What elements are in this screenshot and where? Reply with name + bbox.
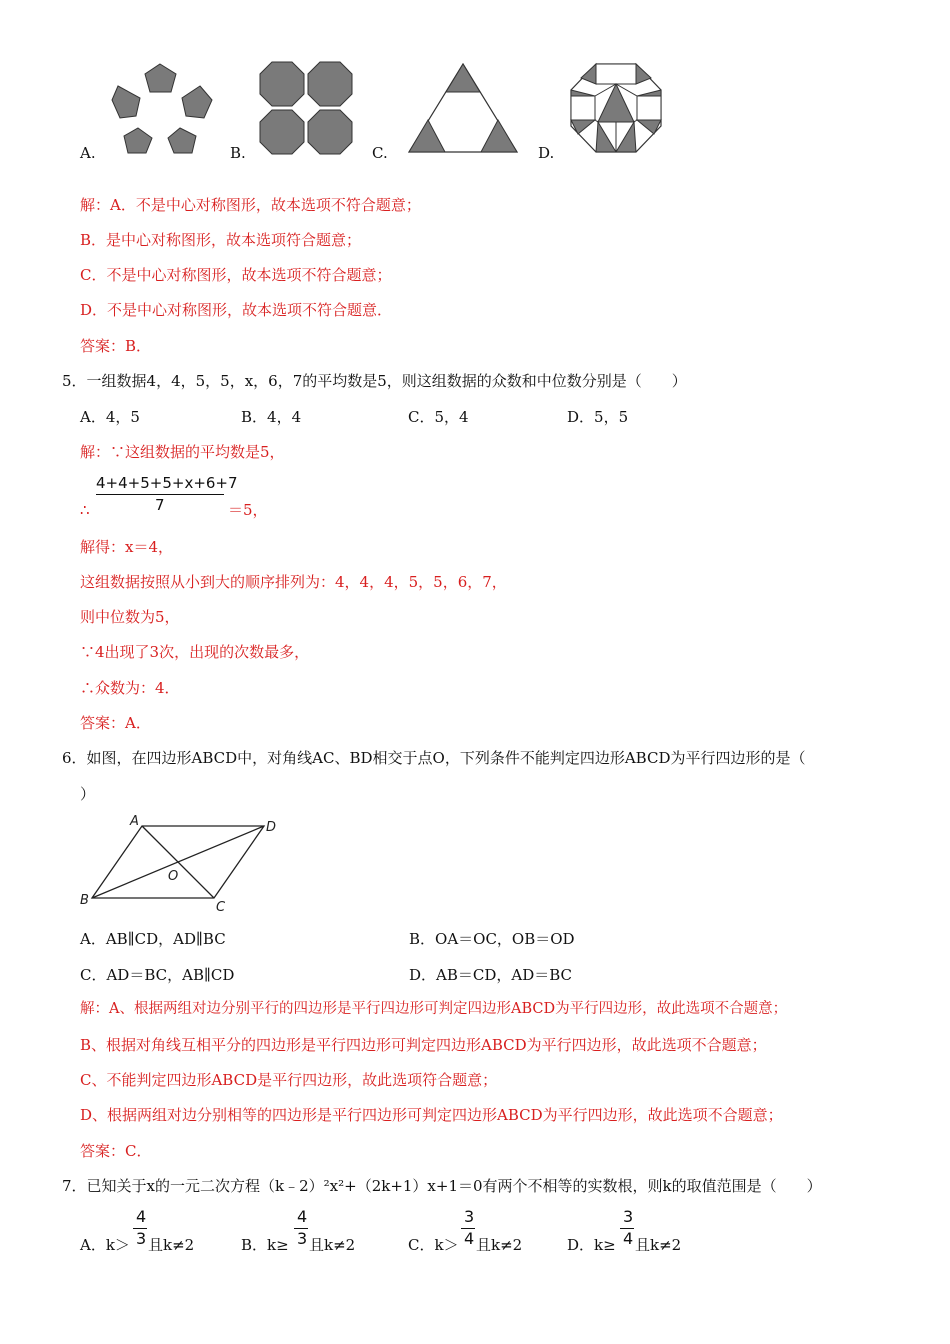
q4-option-a: A. (80, 144, 96, 162)
q4-solution-line-1: 解：A．不是中心对称图形，故本选项不符合题意； (80, 196, 421, 214)
figure-c-triangle (405, 60, 521, 156)
q6-label-o: O (168, 869, 179, 884)
q7-option-c-prefix: C．k＞ (408, 1236, 459, 1254)
q4-option-d: D. (538, 144, 555, 162)
q5-solution-line-3: 解得：x＝4， (80, 538, 174, 556)
q6-solution-line-1: 解：A、根据两组对边分别平行的四边形是平行四边形可判定四边形ABCD为平行四边形，故此选项不合题意； (80, 1001, 788, 1017)
q5-fraction-denominator: 7 (155, 496, 165, 514)
q6-label-c: C (216, 900, 226, 915)
q6-answer: 答案：C． (80, 1142, 152, 1160)
q5-solution-line-1: 解：∵这组数据的平均数是5， (80, 443, 285, 461)
q6-solution-line-3: C、不能判定四边形ABCD是平行四边形，故此选项符合题意； (80, 1071, 498, 1089)
q6-stem-close: ） (80, 785, 96, 803)
q5-option-a: A．4，5 (80, 408, 140, 426)
q5-option-c: C．5，4 (408, 408, 469, 426)
q6-option-c: C．AD＝BC，AB∥CD (80, 966, 235, 984)
q5-answer: 答案：A． (80, 714, 151, 732)
q7-option-c-numerator: 3 (464, 1207, 475, 1226)
q7-option-b-numerator: 4 (297, 1207, 308, 1226)
q6-option-a: A．AB∥CD，AD∥BC (80, 930, 226, 948)
q7-option-a-numerator: 4 (136, 1207, 147, 1226)
q7-option-b-suffix: 且k≠2 (309, 1236, 356, 1254)
q6-option-d: D．AB＝CD，AD＝BC (409, 966, 573, 984)
figure-a-pentagons (108, 60, 218, 156)
q4-solution-line-2: B．是中心对称图形，故本选项符合题意； (80, 231, 362, 249)
q5-solution-line-6: ∵4出现了3次，出现的次数最多， (80, 643, 310, 661)
q5-solution-line-5: 则中位数为5， (80, 608, 180, 626)
q4-option-c: C. (372, 144, 388, 162)
q6-parallelogram-figure (78, 812, 288, 917)
q6-label-d: D (266, 820, 277, 835)
q6-solution-line-2: B、根据对角线互相平分的四边形是平行四边形可判定四边形ABCD为平行四边形，故此选项不合题意； (80, 1036, 767, 1054)
q5-solution-line-4: 这组数据按照从小到大的顺序排列为：4，4，4，5，5，6，7， (80, 573, 507, 591)
q6-stem: 6．如图，在四边形ABCD中，对角线AC、BD相交于点O，下列条件不能判定四边形ABCD为平行四边形的是（ (62, 749, 806, 767)
q7-option-c-suffix: 且k≠2 (476, 1236, 523, 1254)
q7-option-a-prefix: A．k＞ (80, 1236, 130, 1254)
figure-d-polygon (566, 60, 666, 156)
q4-solution-line-3: C．不是中心对称图形，故本选项不符合题意； (80, 266, 392, 284)
figure-b-octagons (258, 60, 354, 156)
q5-equals-5: ＝5， (228, 501, 268, 519)
q5-option-d: D．5，5 (567, 408, 629, 426)
q5-fraction-bar (96, 494, 224, 495)
q5-fraction-numerator: 4+4+5+5+x+6+7 (96, 474, 238, 492)
q7-option-a-suffix: 且k≠2 (148, 1236, 195, 1254)
q6-option-b: B．OA＝OC，OB＝OD (409, 930, 575, 948)
q4-solution-line-4: D．不是中心对称图形，故本选项不符合题意． (80, 301, 393, 319)
q7-option-d-denominator: 4 (623, 1229, 634, 1248)
q7-option-d-numerator: 3 (623, 1207, 634, 1226)
q5-option-b: B．4，4 (241, 408, 302, 426)
q7-option-c-denominator: 4 (464, 1229, 475, 1248)
q5-solution-line-7: ∴众数为：4． (80, 679, 180, 697)
q4-answer: 答案：B． (80, 337, 152, 355)
q7-stem: 7．已知关于x的一元二次方程（k﹣2）²x²+（2k+1）x+1＝0有两个不相等的实数根，则k的取值范围是（ ） (62, 1177, 822, 1195)
q6-solution-line-4: D、根据两组对边分别相等的四边形是平行四边形可判定四边形ABCD为平行四边形，故此选项不合题意； (80, 1106, 783, 1124)
q7-option-b-prefix: B．k≥ (241, 1236, 289, 1254)
q7-option-d-suffix: 且k≠2 (635, 1236, 682, 1254)
q5-stem: 5．一组数据4，4，5，5，x，6，7的平均数是5，则这组数据的众数和中位数分别是（ ） (62, 372, 687, 390)
q7-option-d-prefix: D．k≥ (567, 1236, 616, 1254)
q7-option-b-denominator: 3 (297, 1229, 308, 1248)
q7-option-a-denominator: 3 (136, 1229, 147, 1248)
q5-therefore: ∴ (80, 501, 90, 519)
q6-label-b: B (80, 893, 89, 908)
q4-option-b: B. (230, 144, 246, 162)
q6-label-a: A (130, 814, 139, 829)
